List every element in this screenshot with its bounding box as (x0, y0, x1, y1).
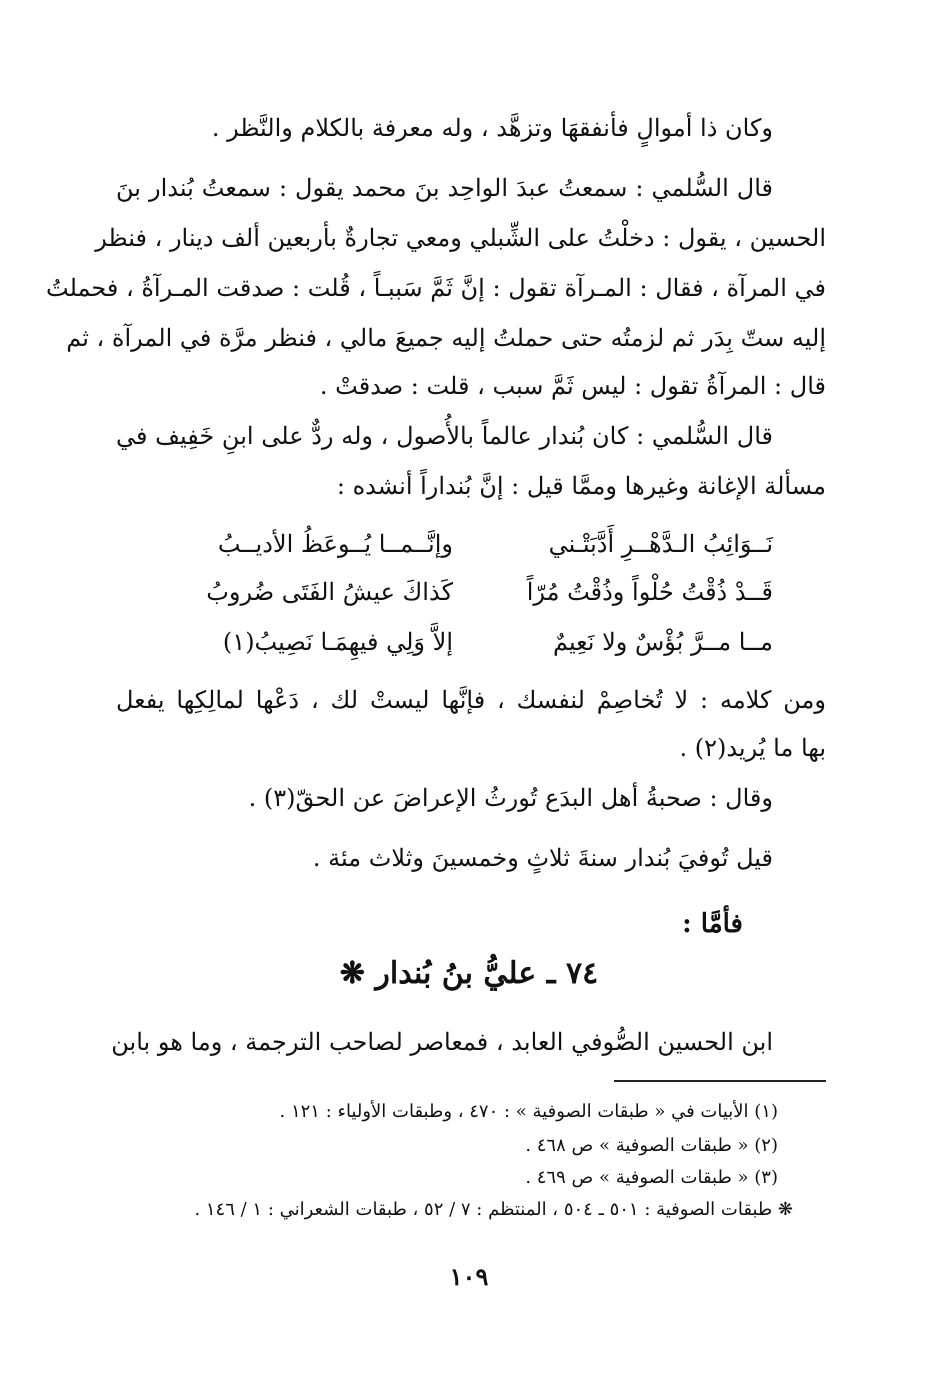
verse-1-first-hemistich: نَــوَائِبُ الـدَّهْــرِ أَدَّبَتْـني (548, 530, 773, 558)
text-line-5: إليه ستّ بِدَر ثم لزمتُه حتى حملتُ إليه جميعَ مالي ، فنظر مرَّة في المرآة ، ثم (66, 324, 826, 352)
page-number: ١٠٩ (449, 1262, 489, 1291)
verse-2-first-hemistich: قَــدْ ذُقْتُ حُلْواً وذُقْتُ مُرّاً (526, 578, 773, 606)
footnote-3: (٣) « طبقات الصوفية » ص ٤٦٩ . (525, 1167, 778, 1188)
footnote-sources: ❋ طبقات الصوفية : ٥٠١ ـ ٥٠٤ ، المنتظم : ٧ / ٥٢ ، طبقات الشعراني : ١ / ١٤٦ . (194, 1199, 793, 1220)
verse-3-second-hemistich: إلاَّ وَلِي فيهِمَـا نَصِيبُ(١) (222, 628, 453, 656)
footnote-divider (614, 1080, 826, 1082)
text-line-9: ومن كلامه : لا تُخاصِمْ لنفسك ، فإنَّها ليستْ لك ، دَعْها لمالِكِها يفعل (116, 686, 826, 714)
footnote-2: (٢) « طبقات الصوفية » ص ٤٦٨ . (525, 1135, 778, 1156)
text-line-13: ابن الحسين الصُّوفي العابد ، فمعاصر لصاحب الترجمة ، وما هو بابن (111, 1028, 773, 1056)
footnote-1: (١) الأبيات في « طبقات الصوفية » : ٤٧٠ ، وطبقات الأولياء : ١٢١ . (279, 1101, 778, 1122)
famma-word: فأمَّا : (682, 909, 743, 939)
verse-2-second-hemistich: كَذاكَ عيشُ الفَتَى ضُروبُ (206, 578, 453, 606)
text-line-12: قيل تُوفيَ بُندار سنةَ ثلاثٍ وخمسينَ وثلاث مئة . (312, 844, 773, 872)
verse-1-second-hemistich: وإنَّــمــا يُــوعَظُ الأديــبُ (217, 530, 453, 558)
text-line-6: قال : المرآةُ تقول : ليس ثَمَّ سبب ، قلت : صدقتْ . (319, 372, 826, 400)
verse-3-first-hemistich: مــا مــرَّ بُؤْسٌ ولا نَعِيمٌ (552, 628, 773, 656)
text-line-3: الحسين ، يقول : دخلْتُ على الشِّبلي ومعي تجارةٌ بأربعين ألف دينار ، فنظر (95, 224, 826, 252)
entry-heading: ٧٤ ـ عليُّ بنُ بُندار ❋ (339, 956, 599, 991)
text-line-11: وقال : صحبةُ أهل البدَع تُورثُ الإعراضَ عن الحقّ(٣) . (248, 784, 773, 812)
text-line-4: في المرآة ، فقال : المـرآة تقول : إنَّ ثَمَّ سَببـاً ، قُلت : صدقت المـرآةُ ، فحملتُ (46, 274, 826, 302)
text-line-8: مسألة الإغانة وغيرها وممَّا قيل : إنَّ بُنداراً أنشده : (336, 472, 826, 500)
text-line-2: قال السُّلمي : سمعتُ عبدَ الواحِد بنَ محمد يقول : سمعتُ بُندار بنَ (116, 174, 773, 202)
text-line-7: قال السُّلمي : كان بُندار عالماً بالأُصول ، وله ردٌّ على ابنِ خَفِيف في (116, 422, 773, 450)
text-line-10: بها ما يُريد(٢) . (679, 734, 826, 762)
text-line-1: وكان ذا أموالٍ فأنفقهَا وتزهَّد ، وله معرفة بالكلام والنَّظر . (211, 114, 773, 142)
